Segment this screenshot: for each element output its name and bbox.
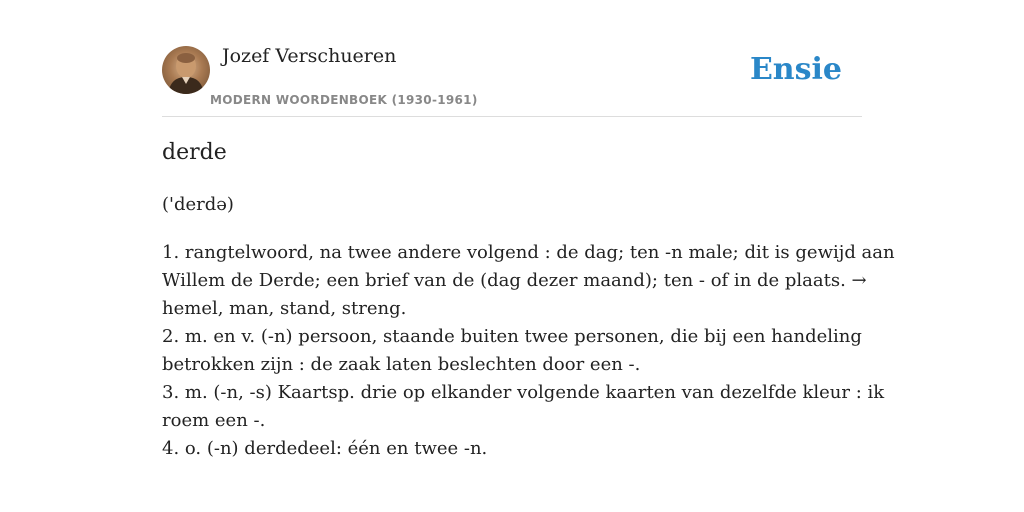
definition-line: 2. m. en v. (-n) persoon, staande buiten twee personen, die bij een handeling (162, 326, 862, 347)
definition-line: 4. o. (-n) derdedeel: één en twee -n. (162, 438, 488, 459)
author-portrait-icon (162, 46, 210, 94)
definition-line: 1. rangtelwoord, na twee andere volgend : de dag; ten -n male; dit is gewijd aan (162, 242, 895, 263)
definition-text (162, 239, 895, 463)
pronunciation: ('derdə) (162, 194, 234, 215)
definition-line: 3. m. (-n, -s) Kaartsp. drie op elkander volgende kaarten van dezelfde kleur : ik (162, 382, 885, 403)
definition-line: betrokken zijn : de zaak laten beslechten door een -. (162, 354, 641, 375)
dictionary-source[interactable]: MODERN WOORDENBOEK (1930-1961) (210, 93, 478, 107)
definition-line: Willem de Derde; een brief van de (dag dezer maand); ten - of in de plaats. → (162, 270, 867, 291)
author-name[interactable]: Jozef Verschueren (222, 45, 397, 67)
ensie-logo[interactable]: Ensie (749, 52, 842, 87)
author-avatar[interactable] (162, 46, 210, 94)
definition-line: roem een -. (162, 410, 266, 431)
entry-card (162, 0, 895, 512)
definition-line: hemel, man, stand, streng. (162, 298, 407, 319)
entry-header (162, 0, 862, 117)
headword: derde (162, 140, 227, 165)
